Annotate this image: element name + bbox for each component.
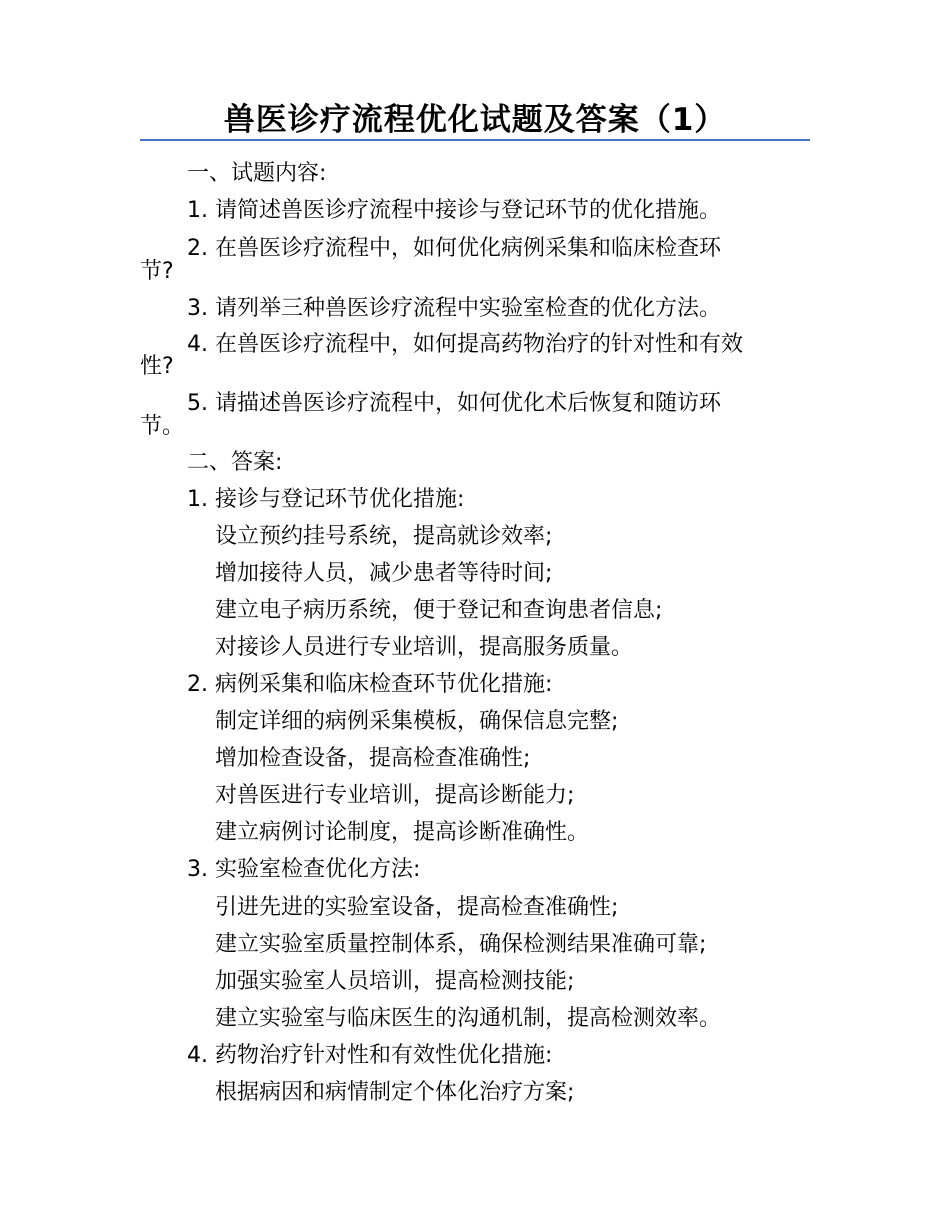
answer-1-item: 增加接待人员，减少患者等待时间; xyxy=(215,561,553,586)
question-2: 2. 在兽医诊疗流程中，如何优化病例采集和临床检查环 xyxy=(187,236,721,261)
title-underline xyxy=(140,139,810,141)
question-1: 1. 请简述兽医诊疗流程中接诊与登记环节的优化措施。 xyxy=(187,198,721,223)
answer-3-item: 加强实验室人员培训，提高检测技能; xyxy=(215,969,575,994)
answer-4-heading: 4. 药物治疗针对性和有效性优化措施: xyxy=(187,1043,553,1068)
answer-1-heading: 1. 接诊与登记环节优化措施: xyxy=(187,487,465,512)
question-3: 3. 请列举三种兽医诊疗流程中实验室检查的优化方法。 xyxy=(187,296,721,321)
answer-2-item: 建立病例讨论制度，提高诊断准确性。 xyxy=(215,820,590,845)
answer-3-heading: 3. 实验室检查优化方法: xyxy=(187,857,421,882)
question-2-continuation: 节? xyxy=(140,259,174,284)
answer-3-item: 建立实验室与临床医生的沟通机制，提高检测效率。 xyxy=(215,1006,722,1031)
answer-3-item: 建立实验室质量控制体系，确保检测结果准确可靠; xyxy=(215,932,707,957)
question-5: 5. 请描述兽医诊疗流程中，如何优化术后恢复和随访环 xyxy=(187,391,721,416)
answer-3-item: 引进先进的实验室设备，提高检查准确性; xyxy=(215,895,619,920)
question-4: 4. 在兽医诊疗流程中，如何提高药物治疗的针对性和有效 xyxy=(187,332,743,357)
answer-2-item: 制定详细的病例采集模板，确保信息完整; xyxy=(215,709,619,734)
document-title: 兽医诊疗流程优化试题及答案（1） xyxy=(223,102,727,138)
answer-2-heading: 2. 病例采集和临床检查环节优化措施: xyxy=(187,672,553,697)
answer-1-item: 对接诊人员进行专业培训，提高服务质量。 xyxy=(215,635,634,660)
section-heading-questions: 一、试题内容: xyxy=(187,161,327,186)
answer-4-item: 根据病因和病情制定个体化治疗方案; xyxy=(215,1080,575,1105)
question-4-continuation: 性? xyxy=(140,354,174,379)
answer-1-item: 设立预约挂号系统，提高就诊效率; xyxy=(215,524,553,549)
question-5-continuation: 节。 xyxy=(140,414,185,439)
answer-1-item: 建立电子病历系统，便于登记和查询患者信息; xyxy=(215,598,663,623)
answer-2-item: 增加检查设备，提高检查准确性; xyxy=(215,746,531,771)
section-heading-answers: 二、答案: xyxy=(187,450,283,475)
answer-2-item: 对兽医进行专业培训，提高诊断能力; xyxy=(215,783,575,808)
